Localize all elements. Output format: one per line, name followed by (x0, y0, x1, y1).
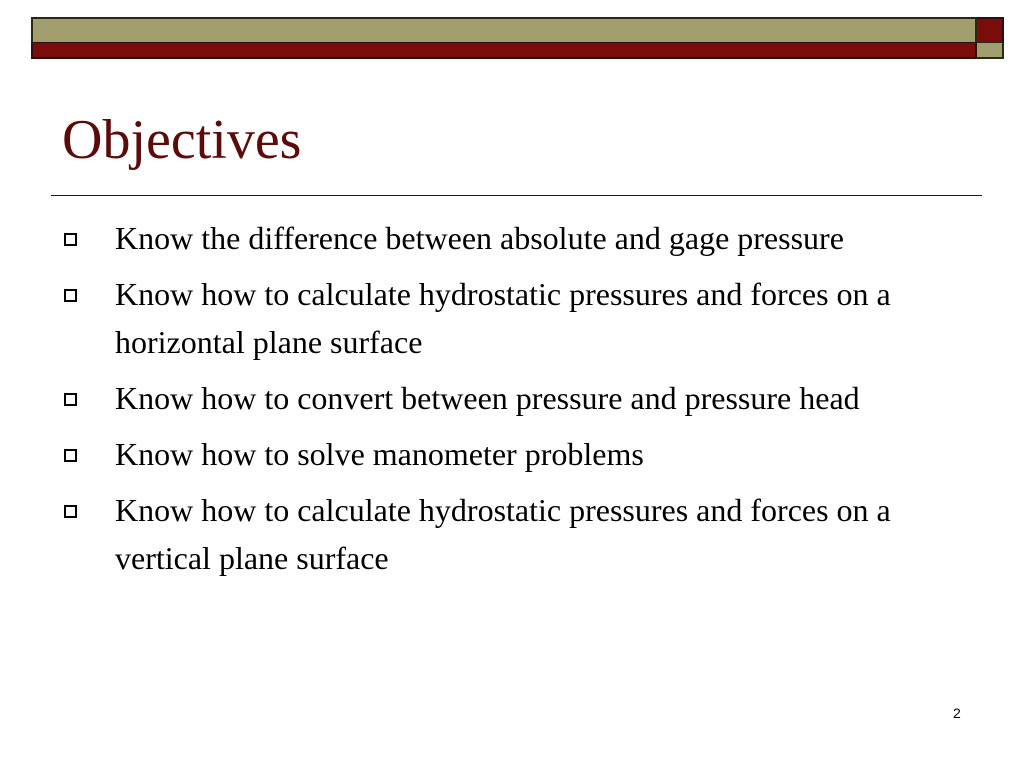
bullet-text: Know how to calculate hydrostatic pressures and forces on a vertical plane surface (115, 492, 891, 576)
hollow-square-bullet-icon (64, 505, 77, 518)
header-corner-red-square (977, 17, 1004, 42)
title-divider (51, 195, 982, 196)
header-corner-olive-square (977, 42, 1004, 59)
bullet-item (64, 430, 969, 478)
hollow-square-bullet-icon (64, 289, 77, 302)
header-band-red (31, 42, 977, 59)
header-band-olive (31, 17, 977, 42)
bullet-text: Know the difference between absolute and gage pressure (115, 220, 844, 256)
slide-number: 2 (953, 705, 961, 721)
bullet-text: Know how to calculate hydrostatic pressures and forces on a horizontal plane surface (115, 276, 891, 360)
hollow-square-bullet-icon (64, 393, 77, 406)
bullet-item (64, 486, 969, 582)
bullet-list (64, 214, 969, 590)
bullet-item (64, 374, 969, 422)
bullet-item (64, 214, 969, 262)
hollow-square-bullet-icon (64, 449, 77, 462)
bullet-text: Know how to convert between pressure and pressure head (115, 380, 860, 416)
bullet-text: Know how to solve manometer problems (115, 436, 644, 472)
hollow-square-bullet-icon (64, 233, 77, 246)
slide-title: Objectives (62, 109, 302, 171)
bullet-item (64, 270, 969, 366)
